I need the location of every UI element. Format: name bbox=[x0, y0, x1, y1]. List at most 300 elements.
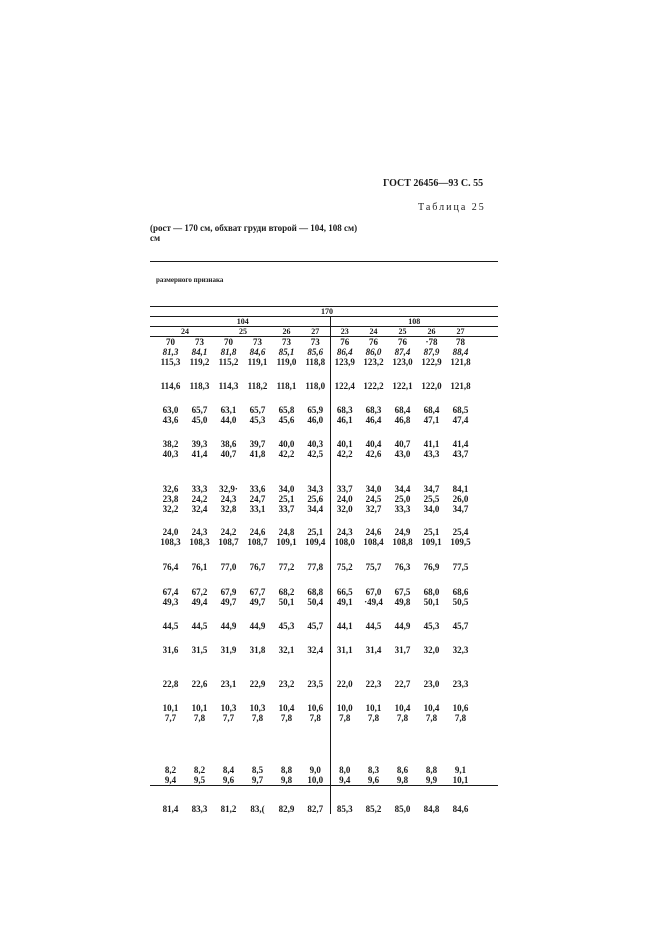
table-cell: 38,2 bbox=[162, 439, 179, 449]
table-cell: 24,3 bbox=[330, 514, 359, 537]
table-cell: 24,5 bbox=[365, 494, 382, 504]
table-cell: 50,4 bbox=[307, 597, 324, 607]
table-cell: 118,0 bbox=[305, 381, 326, 391]
table-cell: 34,3 bbox=[307, 484, 324, 494]
table-cell: 45,3 bbox=[278, 621, 295, 631]
waist-size-header: 24 bbox=[156, 327, 214, 337]
table-cell: 43,6 bbox=[162, 415, 179, 425]
table-cell: 67,4 bbox=[162, 587, 179, 597]
table-row bbox=[150, 415, 498, 425]
table-row bbox=[150, 337, 498, 348]
table-cell: 85,0 bbox=[388, 786, 417, 815]
table-cell: 114,3 bbox=[218, 381, 239, 391]
table-cell: 76,7 bbox=[249, 562, 266, 572]
table-cell: 85,3 bbox=[330, 786, 359, 815]
waist-size-header: 24 bbox=[359, 327, 388, 337]
table-cell: 8,8 bbox=[425, 765, 438, 775]
table-cell: 24,8 bbox=[278, 527, 295, 537]
table-cell: 34,0 bbox=[365, 484, 382, 494]
table-cell: 24,9 bbox=[394, 527, 411, 537]
table-cell: 8,6 bbox=[396, 765, 409, 775]
table-cell: 10,0 bbox=[307, 775, 324, 785]
table-cell: 84,6 bbox=[446, 786, 475, 815]
table-cell: 41,4 bbox=[191, 449, 208, 459]
table-cell: 118,2 bbox=[247, 381, 268, 391]
table-cell: 68,6 bbox=[452, 587, 469, 597]
table-cell: 38,6 bbox=[220, 439, 237, 449]
table-cell: 84,1 bbox=[452, 484, 469, 494]
table-cell: 32,4 bbox=[307, 645, 324, 655]
table-cell: 8,8 bbox=[280, 765, 293, 775]
waist-size-header: 26 bbox=[417, 327, 446, 337]
table-cell: 10,1 bbox=[452, 775, 469, 785]
table-cell: 50,1 bbox=[278, 597, 295, 607]
table-cell: 34,0 bbox=[278, 484, 295, 494]
table-cell: 108,7 bbox=[218, 537, 239, 547]
table-cell: 8,2 bbox=[164, 765, 177, 775]
table-cell: 44,1 bbox=[330, 607, 359, 631]
table-cell: 33,1 bbox=[249, 504, 266, 514]
table-cell: 65,8 bbox=[278, 405, 295, 415]
table-cell: 108,4 bbox=[363, 537, 384, 547]
table-cell: 22,3 bbox=[365, 679, 382, 689]
table-cell: 67,2 bbox=[191, 587, 208, 597]
table-cell: 24,6 bbox=[365, 527, 382, 537]
table-cell: 82,7 bbox=[301, 786, 330, 815]
table-cell: 44,9 bbox=[394, 621, 411, 631]
table-cell: 7,8 bbox=[425, 713, 438, 723]
table-cell: 83,3 bbox=[185, 786, 214, 815]
table-cell: 85,2 bbox=[359, 786, 388, 815]
table-body bbox=[150, 337, 498, 815]
table-cell: 77,2 bbox=[278, 562, 295, 572]
table-row bbox=[150, 449, 498, 459]
table-cell: 49,7 bbox=[249, 597, 266, 607]
table-cell: 7,8 bbox=[309, 713, 321, 723]
table-cell: 23,5 bbox=[307, 679, 324, 689]
table-cell: 22,9 bbox=[249, 679, 266, 689]
table-cell: 83,( bbox=[243, 786, 272, 815]
table-cell: 108,8 bbox=[392, 537, 413, 547]
table-row bbox=[150, 347, 498, 357]
table-cell: 33,6 bbox=[249, 484, 266, 494]
table-cell: 10,4 bbox=[394, 703, 411, 713]
table-cell: 9,4 bbox=[330, 775, 359, 786]
table-label: Таблица 25 bbox=[418, 202, 486, 213]
table-cell: 63,0 bbox=[162, 405, 179, 415]
table-cell: 24,3 bbox=[220, 494, 237, 504]
table-cell: 45,6 bbox=[278, 415, 295, 425]
table-row bbox=[150, 775, 498, 786]
height-header: 170 bbox=[156, 307, 498, 317]
waist-size-header: 25 bbox=[214, 327, 272, 337]
table-cell: ·78 bbox=[425, 337, 438, 347]
table-cell: 87,4 bbox=[394, 347, 411, 357]
table-cell: 108,7 bbox=[247, 537, 268, 547]
table-cell: 25,6 bbox=[307, 494, 324, 504]
table-cell: 44,0 bbox=[220, 415, 237, 425]
table-row bbox=[150, 655, 498, 689]
table-cell: 63,1 bbox=[220, 405, 237, 415]
table-cell: 7,8 bbox=[193, 713, 206, 723]
table-cell: 65,7 bbox=[191, 405, 208, 415]
table-cell: 23,3 bbox=[452, 679, 469, 689]
table-cell: 32,3 bbox=[452, 645, 469, 655]
table-row bbox=[150, 367, 498, 391]
table-cell: 9,6 bbox=[367, 775, 380, 785]
table-cell: 10,4 bbox=[423, 703, 440, 713]
table-cell: 43,7 bbox=[452, 449, 469, 459]
table-cell: 34,0 bbox=[423, 504, 440, 514]
table-cell: 32,1 bbox=[278, 645, 295, 655]
table-cell: 75,7 bbox=[365, 562, 382, 572]
table-cell: 122,9 bbox=[421, 357, 442, 367]
table-row bbox=[150, 631, 498, 655]
table-cell: 122,4 bbox=[330, 367, 359, 391]
table-cell: 25,5 bbox=[423, 494, 440, 504]
table-cell: 122,0 bbox=[421, 381, 442, 391]
table-cell: 32,4 bbox=[191, 504, 208, 514]
table-cell: 23,2 bbox=[278, 679, 295, 689]
table-cell: 73 bbox=[282, 337, 291, 347]
table-cell: 81,3 bbox=[162, 347, 179, 357]
table-cell: 73 bbox=[310, 337, 320, 347]
table-cell: 7,8 bbox=[330, 713, 359, 723]
table-cell: 34,4 bbox=[307, 504, 324, 514]
table-cell: 81,8 bbox=[220, 347, 237, 357]
table-cell: 123,9 bbox=[330, 357, 359, 367]
table-cell: 44,5 bbox=[191, 621, 208, 631]
table-cell: 45,7 bbox=[307, 621, 324, 631]
table-cell: 9,0 bbox=[309, 765, 321, 775]
table-cell: 50,1 bbox=[423, 597, 440, 607]
row-header-label: размерного признака bbox=[156, 276, 224, 284]
table-cell: 123,0 bbox=[392, 357, 413, 367]
table-cell: 77,8 bbox=[307, 562, 324, 572]
table-cell: 46,1 bbox=[330, 415, 359, 425]
table-cell: 22,0 bbox=[330, 655, 359, 689]
table-cell: 31,1 bbox=[330, 631, 359, 655]
table-cell: 40,3 bbox=[307, 439, 324, 449]
table-cell: 7,8 bbox=[454, 713, 467, 723]
table-cell: 118,3 bbox=[189, 381, 210, 391]
table-row bbox=[150, 514, 498, 537]
table-cell: 45,7 bbox=[452, 621, 469, 631]
table-cell: 24,0 bbox=[162, 527, 179, 537]
table-cell: 31,9 bbox=[220, 645, 237, 655]
table-cell: 45,3 bbox=[423, 621, 440, 631]
table-cell: 24,0 bbox=[330, 494, 359, 504]
table-row bbox=[150, 391, 498, 415]
table-cell: 9,8 bbox=[280, 775, 293, 785]
table-cell: 9,1 bbox=[454, 765, 467, 775]
table-cell: 23,1 bbox=[220, 679, 237, 689]
table-cell: 81,4 bbox=[156, 786, 185, 815]
table-cell: 68,0 bbox=[423, 587, 440, 597]
table-cell: 32,7 bbox=[365, 504, 382, 514]
table-cell: 25,1 bbox=[307, 527, 324, 537]
table-cell: 8,4 bbox=[222, 765, 235, 775]
table-cell: 8,2 bbox=[193, 765, 206, 775]
table-cell: 33,3 bbox=[191, 484, 208, 494]
table-cell: 70 bbox=[224, 337, 233, 347]
table-cell: 85,6 bbox=[307, 347, 324, 357]
table-cell: 8,0 bbox=[330, 723, 359, 775]
table-cell: 25,0 bbox=[394, 494, 411, 504]
table-cell: 24,6 bbox=[249, 527, 266, 537]
table-cell: 9,6 bbox=[222, 775, 235, 785]
table-cell: 40,7 bbox=[394, 439, 411, 449]
table-row bbox=[150, 572, 498, 597]
table-cell: 10,6 bbox=[452, 703, 469, 713]
table-cell: 7,8 bbox=[367, 713, 380, 723]
table-row bbox=[150, 713, 498, 723]
table-cell: 73 bbox=[195, 337, 204, 347]
table-cell: 66,5 bbox=[330, 572, 359, 597]
table-cell: 42,2 bbox=[278, 449, 295, 459]
table-row bbox=[150, 504, 498, 514]
table-cell: 22,8 bbox=[162, 679, 179, 689]
table-cell: 25,1 bbox=[423, 527, 440, 537]
table-cell: 84,1 bbox=[191, 347, 208, 357]
table-cell: 24,7 bbox=[249, 494, 266, 504]
table-cell: 109,1 bbox=[276, 537, 297, 547]
table-cell: 70 bbox=[166, 337, 175, 347]
table-cell: 67,5 bbox=[394, 587, 411, 597]
table-cell: 23,0 bbox=[423, 679, 440, 689]
table-row bbox=[150, 537, 498, 547]
table-cell: 44,5 bbox=[365, 621, 382, 631]
table-cell: 31,7 bbox=[394, 645, 411, 655]
table-cell: 109,4 bbox=[305, 537, 326, 547]
table-cell: 32,2 bbox=[162, 504, 179, 514]
table-cell: 45,0 bbox=[191, 415, 208, 425]
table-cell: 46,4 bbox=[365, 415, 382, 425]
table-cell: 42,6 bbox=[365, 449, 382, 459]
table-cell: 75,2 bbox=[330, 547, 359, 572]
standard-header: ГОСТ 26456—93 С. 55 bbox=[383, 178, 484, 189]
table-cell: 9,5 bbox=[193, 775, 206, 785]
table-cell: 119,0 bbox=[276, 357, 297, 367]
table-cell: 10,3 bbox=[220, 703, 237, 713]
table-cell: 24,2 bbox=[220, 527, 237, 537]
table-cell: 67,7 bbox=[249, 587, 266, 597]
table-cell: 87,9 bbox=[423, 347, 440, 357]
table-cell: 49,7 bbox=[220, 597, 237, 607]
table-cell: 68,5 bbox=[452, 405, 469, 415]
table-cell: 49,1 bbox=[330, 597, 359, 607]
table-cell: 121,8 bbox=[450, 381, 471, 391]
table-cell: 47,4 bbox=[452, 415, 469, 425]
table-cell: 118,1 bbox=[276, 381, 297, 391]
waist-size-header: 23 bbox=[330, 327, 359, 337]
table-cell: 7,7 bbox=[222, 713, 235, 723]
subtitle-line: (рост — 170 см, обхват груди второй — 104, 108 см) bbox=[150, 223, 358, 233]
table-cell: 109,5 bbox=[450, 537, 471, 547]
table-cell: 81,2 bbox=[214, 786, 243, 815]
table-cell: 10,0 bbox=[330, 689, 359, 713]
table-cell: 68,4 bbox=[394, 405, 411, 415]
table-cell: 46,8 bbox=[394, 415, 411, 425]
table-cell: 42,5 bbox=[307, 449, 324, 459]
table-cell: 33,7 bbox=[278, 504, 295, 514]
table-cell: 24,3 bbox=[191, 527, 208, 537]
table-row bbox=[150, 723, 498, 775]
table-cell: 32,8 bbox=[220, 504, 237, 514]
chest-group-header: 104 bbox=[156, 317, 330, 327]
table-cell: 78 bbox=[456, 337, 465, 347]
table-cell: 65,7 bbox=[249, 405, 266, 415]
table-cell: 123,2 bbox=[363, 357, 384, 367]
table-cell: 22,7 bbox=[394, 679, 411, 689]
table-cell: 119,1 bbox=[247, 357, 268, 367]
table-row bbox=[150, 547, 498, 572]
table-cell: 109,1 bbox=[421, 537, 442, 547]
table-cell: 25,4 bbox=[452, 527, 469, 537]
table-cell: 43,0 bbox=[394, 449, 411, 459]
table-cell: 44,9 bbox=[249, 621, 266, 631]
table-cell: 67,9 bbox=[220, 587, 237, 597]
table-cell: 73 bbox=[253, 337, 262, 347]
table-cell: 31,8 bbox=[249, 645, 266, 655]
table-cell: 49,3 bbox=[162, 597, 179, 607]
table-row bbox=[150, 459, 498, 494]
table-cell: 76 bbox=[330, 337, 359, 348]
table-cell: 22,6 bbox=[191, 679, 208, 689]
table-cell: 9,4 bbox=[164, 775, 177, 785]
table-cell: 44,5 bbox=[162, 621, 179, 631]
table-cell: 10,3 bbox=[249, 703, 266, 713]
table-cell: 88,4 bbox=[452, 347, 469, 357]
table-cell: 7,8 bbox=[251, 713, 264, 723]
table-cell: 46,0 bbox=[307, 415, 324, 425]
table-cell: 32,6 bbox=[162, 484, 179, 494]
table-cell: 24,2 bbox=[191, 494, 208, 504]
table-cell: 115,2 bbox=[218, 357, 239, 367]
table-row bbox=[150, 689, 498, 713]
table-cell: 10,4 bbox=[278, 703, 295, 713]
table-cell: 68,3 bbox=[365, 405, 382, 415]
table-cell: 76,3 bbox=[394, 562, 411, 572]
table-cell: 108,3 bbox=[189, 537, 210, 547]
table-cell: 122,1 bbox=[392, 381, 413, 391]
table-cell: 33,3 bbox=[394, 504, 411, 514]
table-cell: 77,0 bbox=[220, 562, 237, 572]
table-cell: 8,3 bbox=[367, 765, 380, 775]
table-cell: 45,3 bbox=[249, 415, 266, 425]
table-cell: 77,5 bbox=[452, 562, 469, 572]
table-cell: 31,5 bbox=[191, 645, 208, 655]
table-cell: 43,3 bbox=[423, 449, 440, 459]
table-cell: 86,0 bbox=[365, 347, 382, 357]
table-cell: 76 bbox=[398, 337, 407, 347]
table-cell: 33,7 bbox=[330, 459, 359, 494]
table-subtitle bbox=[150, 223, 357, 243]
table-cell: 84,8 bbox=[417, 786, 446, 815]
table-row bbox=[150, 357, 498, 367]
waist-size-header: 27 bbox=[446, 327, 475, 337]
divider-line bbox=[150, 261, 498, 262]
table-cell: 39,3 bbox=[191, 439, 208, 449]
table-cell: 85,1 bbox=[278, 347, 295, 357]
table-cell: 86,4 bbox=[330, 347, 359, 357]
table-cell: 68,4 bbox=[423, 405, 440, 415]
table-cell: 10,1 bbox=[365, 703, 382, 713]
table-cell: 65,9 bbox=[307, 405, 324, 415]
table-cell: 44,9 bbox=[220, 621, 237, 631]
table-cell: 34,7 bbox=[452, 504, 469, 514]
table-cell: 41,4 bbox=[452, 439, 469, 449]
table-cell: 7,7 bbox=[164, 713, 177, 723]
table-cell: 122,2 bbox=[363, 381, 384, 391]
table-cell: 7,8 bbox=[396, 713, 409, 723]
table-cell: 34,4 bbox=[394, 484, 411, 494]
table-cell: 9,7 bbox=[251, 775, 264, 785]
waist-size-header: 26 bbox=[272, 327, 301, 337]
table-cell: 9,8 bbox=[396, 775, 409, 785]
table-cell: 49,4 bbox=[191, 597, 208, 607]
table-cell: 76,4 bbox=[162, 562, 179, 572]
table-cell: 121,8 bbox=[450, 357, 471, 367]
table-cell: 76,9 bbox=[423, 562, 440, 572]
table-row bbox=[150, 494, 498, 504]
table-row bbox=[150, 597, 498, 607]
table-cell: 31,6 bbox=[162, 645, 179, 655]
table-cell: 34,7 bbox=[423, 484, 440, 494]
table-cell: 10,6 bbox=[307, 703, 324, 713]
table-cell: 10,1 bbox=[191, 703, 208, 713]
waist-size-header: 25 bbox=[388, 327, 417, 337]
table-row-last bbox=[150, 786, 498, 815]
table-cell: 23,8 bbox=[162, 494, 179, 504]
table-cell: ·49,4 bbox=[364, 597, 383, 607]
table-cell: 82,9 bbox=[272, 786, 301, 815]
table-cell: 40,7 bbox=[220, 449, 237, 459]
table-row bbox=[150, 425, 498, 449]
table-cell: 118,8 bbox=[305, 357, 326, 367]
waist-size-header: 27 bbox=[301, 327, 330, 337]
table-cell: 108,3 bbox=[160, 537, 181, 547]
table-cell: 32,0 bbox=[423, 645, 440, 655]
table-cell: 40,3 bbox=[162, 449, 179, 459]
table-cell: 25,1 bbox=[278, 494, 295, 504]
table-cell: 39,7 bbox=[249, 439, 266, 449]
table-cell: 41,8 bbox=[249, 449, 266, 459]
table-cell: 114,6 bbox=[160, 381, 181, 391]
table-cell: 108,0 bbox=[330, 537, 359, 547]
table-row bbox=[150, 607, 498, 631]
table-cell: 68,8 bbox=[307, 587, 324, 597]
table-cell: 10,1 bbox=[162, 703, 179, 713]
subtitle-unit: см bbox=[150, 233, 161, 243]
table-cell: 42,2 bbox=[330, 449, 359, 459]
table-cell: 50,5 bbox=[452, 597, 469, 607]
table-cell: 40,1 bbox=[330, 425, 359, 449]
data-table bbox=[150, 306, 498, 814]
table-cell: 8,5 bbox=[251, 765, 264, 775]
table-cell: 32,9· bbox=[219, 484, 238, 494]
table-cell: 68,3 bbox=[330, 391, 359, 415]
table-cell: 40,4 bbox=[365, 439, 382, 449]
table-cell: 41,1 bbox=[423, 439, 440, 449]
table-cell: 119,2 bbox=[189, 357, 210, 367]
table-cell: 26,0 bbox=[452, 494, 469, 504]
table-cell: 49,8 bbox=[394, 597, 411, 607]
table-cell: 32,0 bbox=[330, 504, 359, 514]
chest-group-header: 108 bbox=[330, 317, 498, 327]
table-cell: 84,6 bbox=[249, 347, 266, 357]
table-cell: 7,8 bbox=[280, 713, 293, 723]
